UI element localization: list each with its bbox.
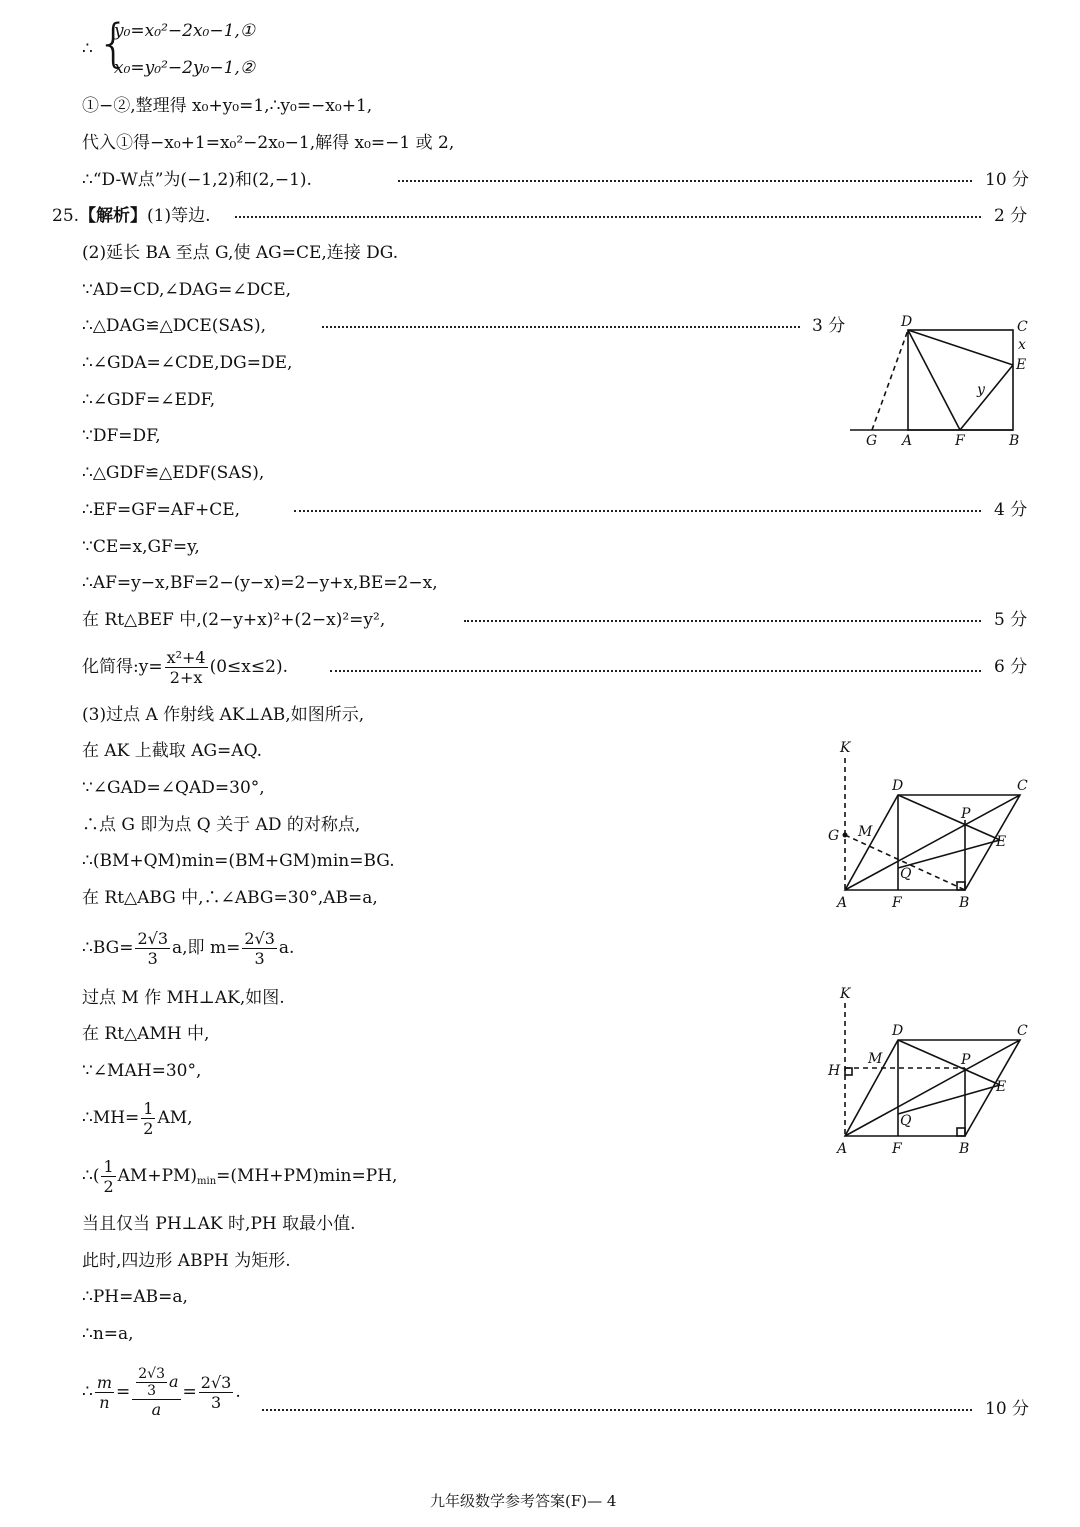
text-line: ∴∠GDF=∠EDF, — [82, 390, 216, 410]
label-H: H — [828, 1063, 841, 1079]
diagonal-ac — [845, 1040, 1020, 1136]
formula-end: AM, — [157, 1108, 193, 1128]
formula-line — [82, 1156, 397, 1202]
formula-line — [82, 647, 288, 687]
question-number-text: 25. — [52, 206, 80, 226]
formula-prefix: ∴( — [82, 1166, 100, 1186]
fraction — [95, 1373, 114, 1412]
label-M: M — [858, 824, 873, 840]
text-line: ∵CE=x,GF=y, — [82, 537, 200, 557]
score: 10 分 — [985, 1399, 1030, 1419]
fraction — [165, 648, 208, 687]
text-line: (2)延长 BA 至点 G,使 AG=CE,连接 DG. — [82, 243, 399, 263]
fraction — [242, 929, 277, 968]
text-line: ∵DF=DF, — [82, 426, 161, 446]
denominator: 2+x — [169, 668, 203, 687]
subscript-min: min — [197, 1176, 217, 1187]
text-line: 在 Rt△BEF 中,(2−y+x)²+(2−x)²=y², — [82, 610, 386, 630]
formula-mid: a,即 m= — [172, 938, 241, 958]
text-line: ∵∠GAD=∠QAD=30°, — [82, 778, 265, 798]
equals: = — [182, 1382, 197, 1402]
label-C: C — [1017, 1023, 1028, 1039]
fraction — [141, 1099, 155, 1138]
score-leader — [464, 620, 981, 622]
denominator: 3 — [147, 1383, 157, 1399]
label-D: D — [892, 1023, 904, 1039]
segment-qe — [898, 840, 1000, 868]
text-line: 在 AK 上截取 AG=AQ. — [82, 741, 263, 761]
label-G: G — [828, 828, 840, 844]
formula-end: a. — [278, 938, 295, 958]
score-leader — [262, 1409, 972, 1411]
figure-parallelogram-1 — [845, 758, 1020, 890]
therefore-symbol: ∴ — [82, 39, 93, 59]
numerator: 2√3 — [137, 929, 169, 948]
label-G: G — [866, 433, 878, 449]
diagonal-ac — [845, 795, 1020, 890]
right-angle-mark-h — [845, 1068, 852, 1075]
formula-end: . — [235, 1382, 241, 1402]
factor: a — [169, 1372, 179, 1391]
score-leader — [294, 510, 981, 512]
formula-prefix: ∴ — [82, 1382, 93, 1402]
text-line: ∴点 G 即为点 Q 关于 AD 的对称点, — [82, 815, 361, 835]
formula-domain: (0≤x≤2). — [209, 657, 288, 677]
label-F: F — [892, 1141, 902, 1157]
label-x: x — [1018, 337, 1026, 353]
score-leader — [322, 326, 800, 328]
numerator: 2√3 — [138, 1366, 165, 1382]
formula-prefix: ∴MH= — [82, 1108, 140, 1128]
score: 2 分 — [994, 206, 1028, 226]
parallelogram-abcd — [845, 795, 1020, 890]
denominator: 2 — [103, 1177, 114, 1196]
score-leader — [235, 216, 981, 218]
segment-dg — [872, 330, 908, 430]
numerator: m — [96, 1373, 112, 1392]
formula-line — [82, 1098, 193, 1138]
question-number — [52, 205, 211, 227]
text-line: ∴EF=GF=AF+CE, — [82, 500, 241, 520]
text-line: ∴n=a, — [82, 1324, 134, 1344]
text-line: 在 Rt△AMH 中, — [82, 1024, 210, 1044]
segment-de — [898, 1040, 1000, 1085]
page-footer: 九年级数学参考答案(F)— 4 — [430, 1492, 617, 1510]
denominator: a — [151, 1400, 162, 1419]
numerator: 1 — [103, 1157, 114, 1176]
text-line: 此时,四边形 ABPH 为矩形. — [82, 1251, 291, 1271]
part1-answer: (1)等边. — [147, 206, 211, 226]
label-K: K — [840, 986, 851, 1002]
point-g — [843, 833, 848, 838]
compound-fraction — [132, 1366, 180, 1419]
text-line: 当且仅当 PH⊥AK 时,PH 取最小值. — [82, 1214, 356, 1234]
segment-de — [898, 795, 1000, 840]
formula-end: =(MH+PM)min=PH, — [216, 1166, 398, 1186]
segment-gb — [845, 835, 965, 890]
fraction — [199, 1373, 234, 1412]
left-brace: { — [97, 14, 131, 74]
text-line: ∴(BM+QM)min=(BM+GM)min=BG. — [82, 851, 395, 871]
score: 10 分 — [985, 170, 1030, 190]
text-line: ∴△DAG≌△DCE(SAS), — [82, 316, 266, 336]
denominator: 3 — [210, 1393, 222, 1412]
denominator: n — [99, 1393, 110, 1412]
text-line: (3)过点 A 作射线 AK⊥AB,如图所示, — [82, 705, 365, 725]
label-D: D — [901, 314, 913, 330]
label-E: E — [996, 834, 1007, 850]
right-angle-mark-b — [957, 1128, 965, 1136]
denominator: 2 — [143, 1119, 154, 1138]
numerator: 1 — [143, 1099, 154, 1118]
denominator: 3 — [147, 949, 158, 968]
text-line: ∴AF=y−x,BF=2−(y−x)=2−y+x,BE=2−x, — [82, 573, 438, 593]
label-C: C — [1017, 319, 1028, 335]
label-Q: Q — [900, 866, 912, 882]
text-line: ∴∠GDA=∠CDE,DG=DE, — [82, 353, 293, 373]
label-Q: Q — [900, 1113, 912, 1129]
text-line: 过点 M 作 MH⊥AK,如图. — [82, 988, 285, 1008]
text-line: ∴△GDF≌△EDF(SAS), — [82, 463, 265, 483]
score: 5 分 — [994, 610, 1028, 630]
label-B: B — [959, 895, 970, 911]
label-E: E — [1016, 357, 1027, 373]
text-line: 代入①得−x₀+1=x₀²−2x₀−1,解得 x₀=−1 或 2, — [82, 133, 455, 153]
score: 4 分 — [994, 500, 1028, 520]
text-line: ∵AD=CD,∠DAG=∠DCE, — [82, 280, 292, 300]
analysis-tag: 【解析】 — [79, 206, 148, 226]
segment-de — [908, 330, 1013, 365]
label-B: B — [959, 1141, 970, 1157]
label-F: F — [955, 433, 965, 449]
segment-df — [908, 330, 960, 430]
formula-mid: AM+PM) — [117, 1166, 198, 1186]
text-line: ∵∠MAH=30°, — [82, 1061, 202, 1081]
fraction — [135, 929, 170, 968]
label-E: E — [996, 1079, 1007, 1095]
denominator: 3 — [254, 949, 265, 968]
label-M: M — [868, 1051, 883, 1067]
label-A: A — [902, 433, 913, 449]
segment-ef — [960, 365, 1013, 430]
square-abcd — [908, 330, 1013, 430]
equation-2: x₀=y₀²−2y₀−1,② — [114, 58, 256, 78]
equation-1: y₀=x₀²−2x₀−1,① — [114, 21, 256, 41]
label-C: C — [1017, 778, 1028, 794]
equals: = — [116, 1382, 131, 1402]
numerator: 2√3 — [244, 929, 275, 948]
score: 6 分 — [994, 657, 1028, 677]
final-formula — [82, 1362, 241, 1432]
label-D: D — [892, 778, 904, 794]
label-P: P — [961, 806, 971, 822]
label-A: A — [837, 1141, 848, 1157]
numerator: 2√3 — [200, 1373, 232, 1392]
label-K: K — [840, 740, 851, 756]
compound-numerator — [132, 1366, 180, 1400]
parallelogram-abcd — [845, 1040, 1020, 1136]
formula-prefix: ∴BG= — [82, 938, 134, 958]
score-leader — [330, 670, 981, 672]
fraction — [101, 1157, 115, 1196]
text-line: 在 Rt△ABG 中,∴∠ABG=30°,AB=a, — [82, 888, 378, 908]
label-y: y — [977, 382, 985, 398]
text-line: ①−②,整理得 x₀+y₀=1,∴y₀=−x₀+1, — [82, 96, 373, 116]
formula-line — [82, 928, 294, 968]
label-A: A — [837, 895, 848, 911]
segment-qe — [898, 1085, 1000, 1114]
text-line: ∴PH=AB=a, — [82, 1287, 188, 1307]
right-angle-mark — [957, 882, 965, 890]
score: 3 分 — [812, 316, 846, 336]
label-P: P — [961, 1052, 971, 1068]
formula-prefix: 化简得:y= — [82, 657, 163, 677]
label-F: F — [892, 895, 902, 911]
label-B: B — [1009, 433, 1020, 449]
text-line: ∴“D-W点”为(−1,2)和(2,−1). — [82, 170, 312, 190]
numerator: x²+4 — [166, 648, 206, 667]
inner-fraction — [136, 1366, 167, 1399]
score-leader — [398, 180, 972, 182]
figure-parallelogram-2 — [845, 1003, 1020, 1136]
